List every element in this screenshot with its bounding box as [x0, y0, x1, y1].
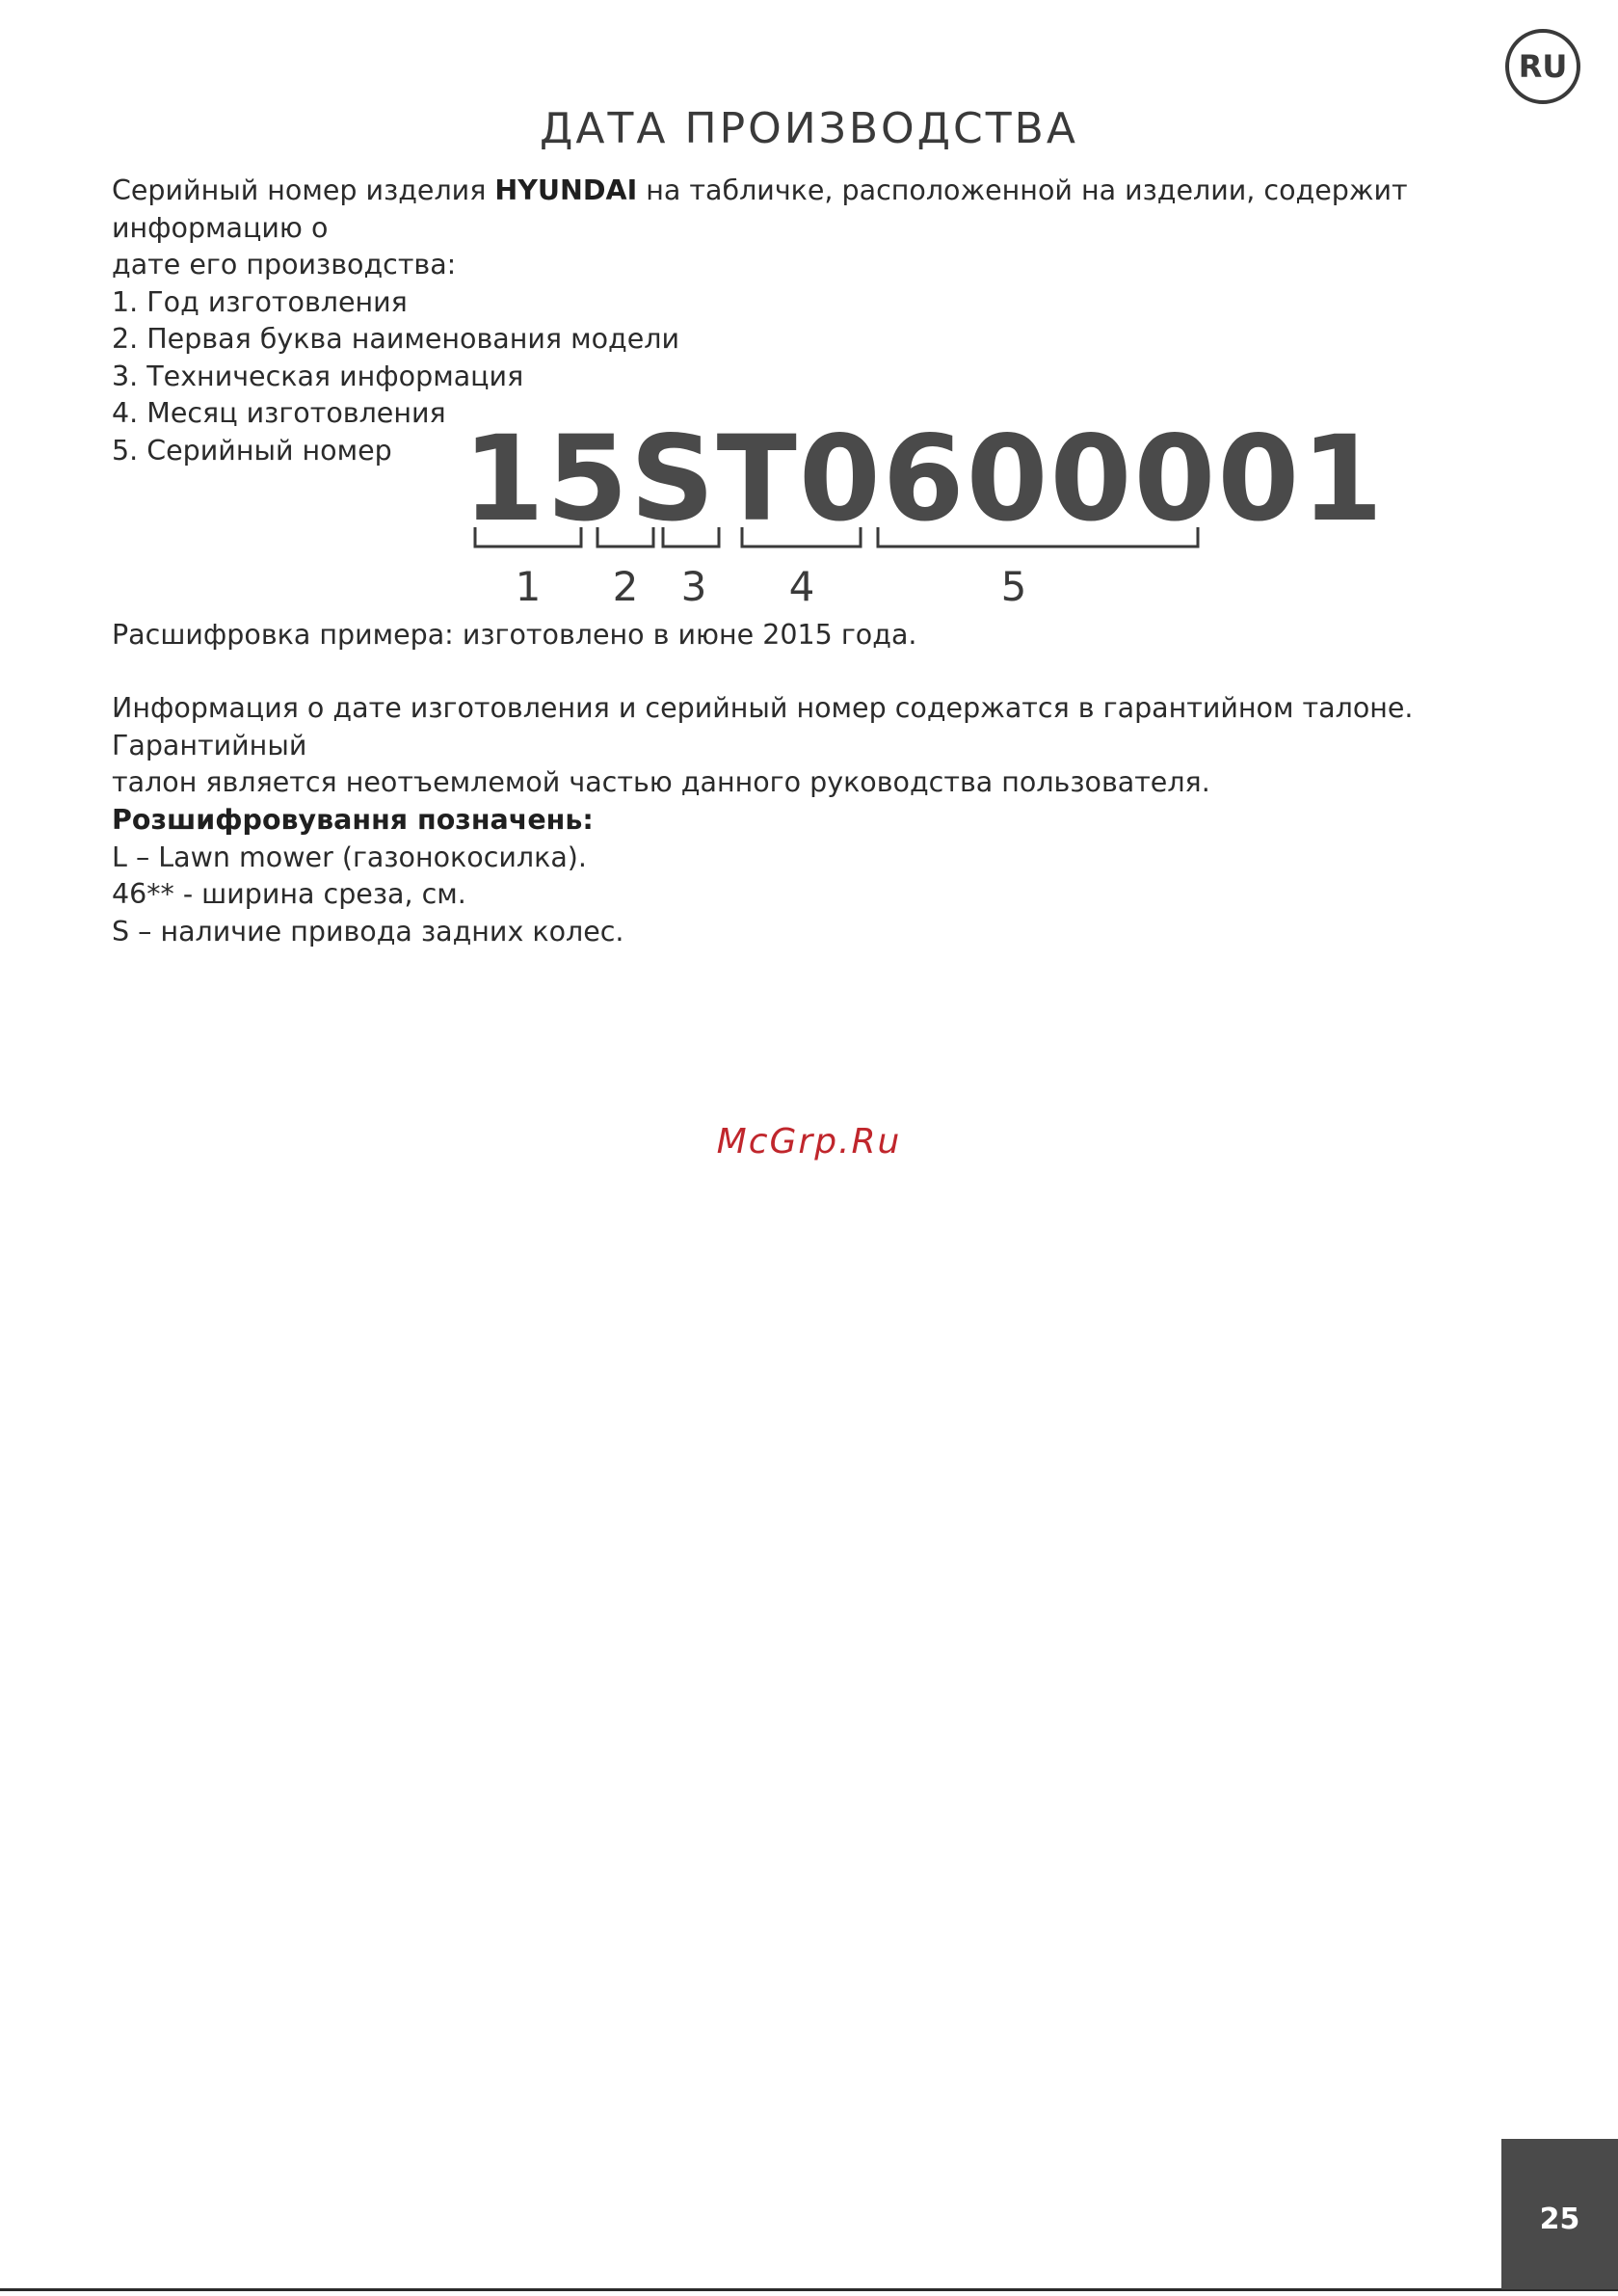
warranty-line-1: Информация о дате изготовления и серийный номер содержатся в гарантийном талоне. Гарантийный: [112, 692, 1414, 761]
legend-heading: Розшифровування позначень:: [112, 804, 594, 836]
serial-part-number: 00001: [966, 411, 1386, 547]
intro-line-2: дате его производства:: [112, 249, 457, 280]
bracket-label-4: 4: [788, 563, 815, 610]
language-badge: [1505, 29, 1580, 104]
serial-part-year: 15: [463, 411, 630, 547]
brand-name: HYUNDAI: [494, 174, 638, 206]
warranty-line-2: талон является неотъемлемой частью данного руководства пользователя.: [112, 766, 1210, 798]
bracket-label-2: 2: [612, 563, 639, 610]
serial-number-example: [463, 411, 1386, 547]
list-item: 3. Техническая информация: [112, 360, 524, 392]
intro-text-before: Серийный номер изделия: [112, 174, 495, 206]
list-item: 1. Год изготовления: [112, 285, 408, 318]
legend-item: S – наличие привода задних колес.: [112, 915, 624, 948]
list-item: 5. Серийный номер: [112, 434, 392, 467]
legend-item: L – Lawn mower (газонокосилка).: [112, 841, 587, 873]
legend-section: [112, 802, 1519, 950]
language-badge-label: RU: [1518, 48, 1568, 85]
list-item: 2. Первая буква наименования модели: [112, 323, 680, 355]
page-number-box: [1501, 2139, 1618, 2289]
decode-example-text: Расшифровка примера: изготовлено в июне 2015 года.: [112, 619, 917, 651]
watermark: McGrp.Ru: [716, 1122, 902, 1161]
serial-part-technical: T: [716, 411, 799, 547]
bracket-label-3: 3: [680, 563, 707, 610]
legend-item: 46** - ширина среза, см.: [112, 878, 466, 910]
warranty-info: [112, 690, 1519, 802]
serial-part-model-letter: S: [629, 411, 717, 547]
intro-text-after: на табличке, расположенной на изделии, содержит информацию о: [112, 174, 1408, 244]
list-item: 4. Месяц изготовления: [112, 397, 446, 429]
page-number: 25: [1539, 2202, 1580, 2236]
bracket-label-1: 1: [515, 563, 542, 610]
intro-line-1: [112, 173, 1519, 247]
bracket-label-5: 5: [1000, 563, 1027, 610]
serial-part-month: 06: [798, 411, 967, 547]
page-title: ДАТА ПРОИЗВОДСТВА: [540, 104, 1078, 153]
bottom-divider: [0, 2288, 1618, 2291]
